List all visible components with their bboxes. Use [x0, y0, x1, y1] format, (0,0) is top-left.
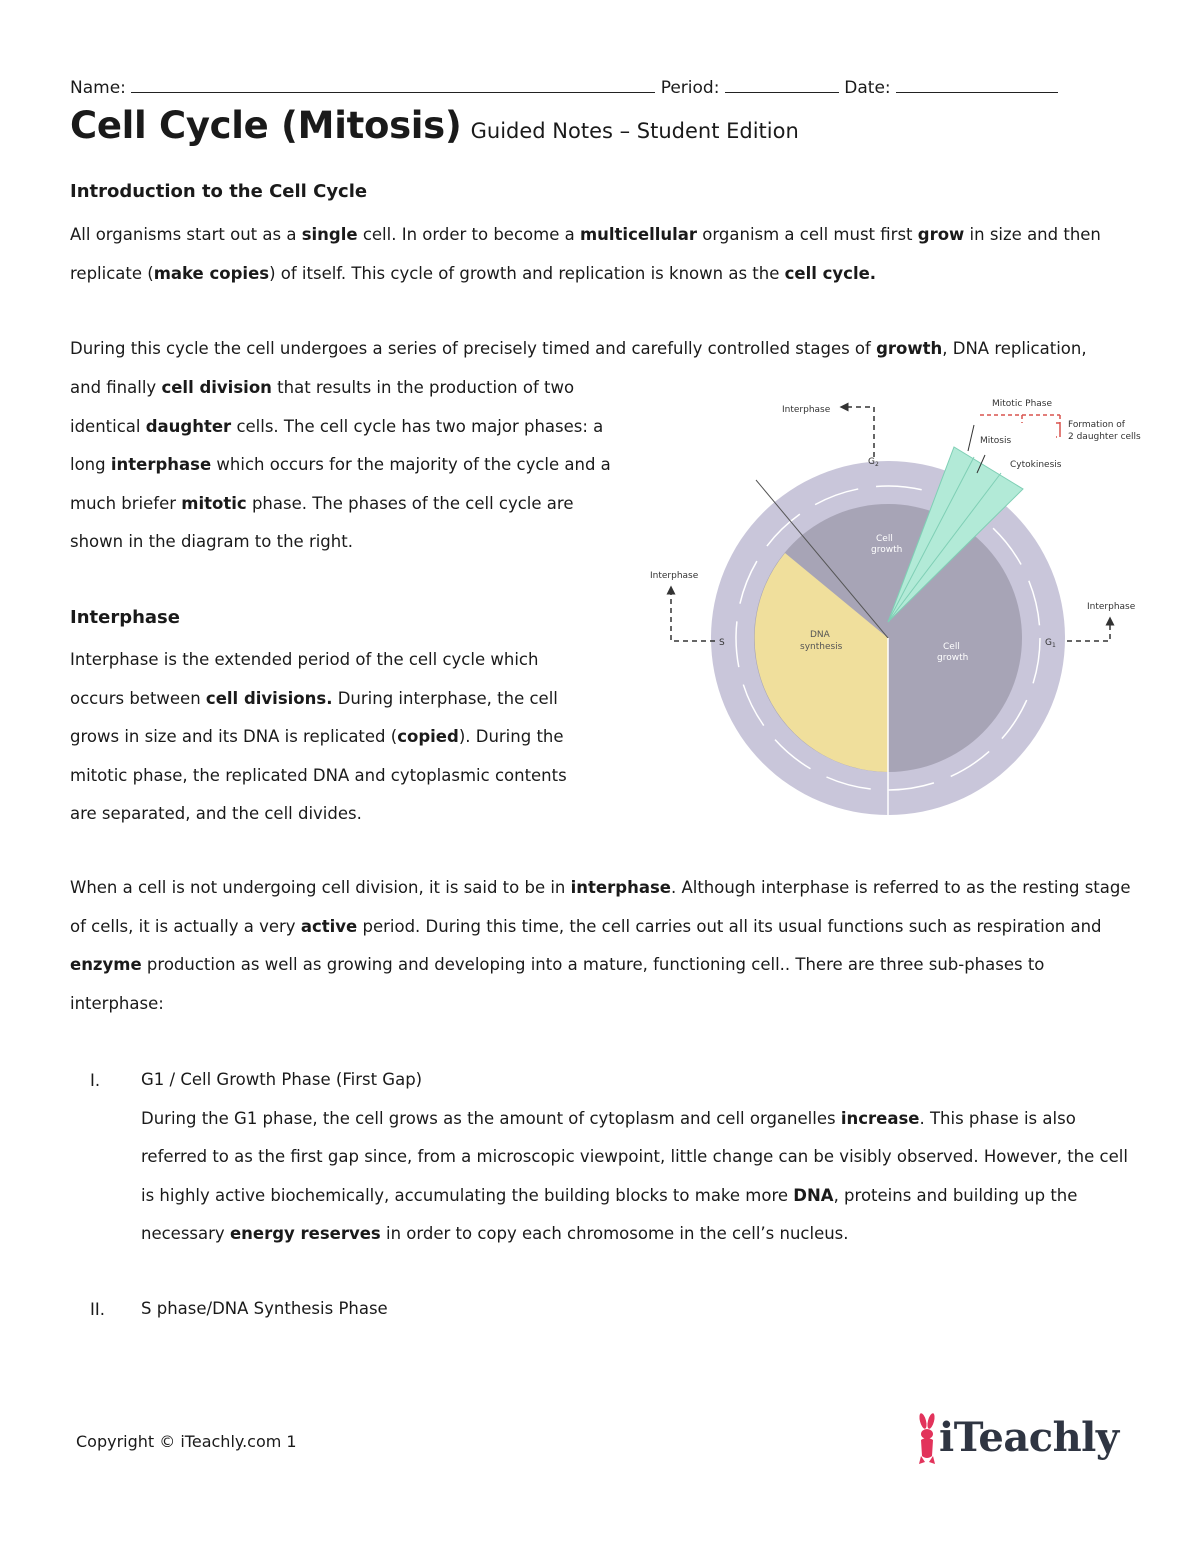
label-cell-growth-right-2: growth: [937, 653, 969, 663]
text-run: During this cycle the cell undergoes a series of precisely timed and carefully controlled stages of: [70, 339, 877, 358]
bold-term: daughter: [145, 416, 232, 436]
bold-term: make copies: [153, 263, 270, 283]
text-run: which occurs for the majority of the cycle and a much briefer: [70, 455, 611, 513]
bold-term: enzyme: [70, 955, 142, 974]
text-run: phase. The phases of the cell cycle are shown in the diagram to the right.: [70, 493, 574, 551]
text-run: Interphase is the extended period of the cell cycle which occurs between: [70, 650, 539, 708]
text-run: . Although interphase is referred to as the resting stage of cells, it is actually a very: [70, 878, 1131, 936]
text-run: production as well as growing and developing into a mature, functioning cell.. There are three sub-phases to interphase:: [70, 955, 1045, 1013]
bold-term: multicellular: [579, 225, 698, 244]
text-run: cells. The cell cycle has two major phases: a long: [70, 416, 604, 474]
title-main: Cell Cycle (Mitosis): [70, 104, 462, 147]
bold-term: energy reserves: [229, 1224, 381, 1243]
period-label: Period:: [660, 78, 720, 98]
footer-copyright: Copyright © iTeachly.com 1: [76, 1432, 297, 1451]
text-run: ) of itself. This cycle of growth and replication is known as the: [269, 263, 785, 283]
list-number-1: I.: [90, 1071, 101, 1090]
list-number-2: II.: [90, 1300, 105, 1319]
bold-term: interphase: [570, 878, 671, 897]
label-g1: $G_1$: [1045, 638, 1056, 649]
name-blank[interactable]: [131, 74, 655, 93]
text-run: All organisms start out as a: [70, 225, 302, 244]
bold-term: cell divisions.: [205, 688, 333, 708]
list-item-1-body: [141, 1109, 1128, 1244]
intro-heading: Introduction to the Cell Cycle: [70, 181, 368, 202]
intro-paragraph-2-line-1: [70, 330, 1140, 369]
interphase-paragraph-2: [70, 869, 1140, 1023]
connector-right: [1067, 621, 1110, 641]
pointer-mitosis: [968, 425, 974, 451]
bunny-icon: [915, 1412, 941, 1468]
intro-paragraph-2-rest: [70, 369, 625, 562]
period-blank[interactable]: [725, 74, 839, 93]
name-label: Name:: [70, 78, 126, 98]
list-item-1: [141, 1061, 1141, 1254]
label-mitosis: Mitosis: [980, 436, 1012, 446]
cell-cycle-diagram: [630, 385, 1160, 825]
text-run: During the G1 phase, the cell grows as the amount of cytoplasm and cell organelles: [141, 1108, 841, 1128]
label-interphase-left: Interphase: [650, 571, 699, 581]
list-item-2: [141, 1290, 1141, 1329]
label-interphase-top: Interphase: [782, 405, 831, 415]
label-dna-1: DNA: [810, 630, 830, 640]
text-run: that results in the production of two identical: [70, 378, 575, 436]
text-run: and finally: [70, 378, 162, 397]
bold-term: interphase: [110, 455, 212, 474]
bold-term: grow: [917, 225, 965, 244]
list-item-1-title: G1 / Cell Growth Phase (First Gap): [141, 1070, 423, 1089]
page-title: [70, 104, 799, 147]
bold-term: cell cycle.: [784, 263, 877, 283]
text-run: ). During the mitotic phase, the replicated DNA and cytoplasmic contents are separated, and the cell divides.: [70, 727, 567, 823]
text-run: organism a cell must first: [697, 225, 918, 244]
title-sub: Guided Notes – Student Edition: [470, 119, 799, 143]
bold-term: cell division: [161, 378, 272, 397]
date-blank[interactable]: [896, 74, 1058, 93]
iteachly-logo: [915, 1412, 1130, 1472]
bold-term: copied: [397, 727, 459, 746]
text-run: During interphase, the cell grows in size and its DNA is replicated (: [70, 688, 558, 746]
text-run: . This phase is also referred to as the first gap since, from a microscopic viewpoint, little change can be visibly observed. However, the cell is highly active biochemically, accumulating the building blocks to make more: [141, 1108, 1128, 1205]
intro-paragraph-1: [70, 216, 1140, 293]
text-run: cell. In order to become a: [357, 225, 580, 244]
connector-top: [844, 407, 874, 457]
text-run: , DNA replication,: [942, 339, 1087, 358]
connector-left: [671, 590, 715, 641]
label-cell-growth-top-2: growth: [871, 545, 903, 555]
text-run: in size and then replicate (: [70, 225, 1101, 283]
label-formation-line-1: Formation of: [1068, 420, 1125, 430]
label-interphase-right: Interphase: [1087, 602, 1136, 612]
label-dna-2: synthesis: [800, 642, 843, 652]
label-cytokinesis: Cytokinesis: [1010, 460, 1062, 470]
label-cell-growth-right-1: Cell: [943, 642, 960, 652]
interphase-paragraph-1: [70, 641, 595, 834]
text-run: , proteins and building up the necessary: [141, 1185, 1078, 1243]
logo-text: iTeachly: [939, 1414, 1119, 1461]
mitotic-phase-bracket: [980, 415, 1060, 437]
bold-term: growth: [876, 339, 943, 358]
label-formation-line-2: 2 daughter cells: [1068, 432, 1141, 442]
label-s: S: [719, 638, 725, 648]
date-label: Date:: [844, 78, 891, 98]
text-run: in order to copy each chromosome in the cell’s nucleus.: [380, 1224, 849, 1243]
bold-term: active: [300, 916, 358, 936]
label-cell-growth-top-1: Cell: [876, 534, 893, 544]
bold-term: DNA: [793, 1185, 834, 1205]
bold-term: mitotic: [181, 493, 247, 513]
bold-term: single: [301, 225, 358, 244]
text-run: When a cell is not undergoing cell division, it is said to be in: [70, 878, 571, 897]
text-run: period. During this time, the cell carries out all its usual functions such as respiration and: [357, 916, 1102, 936]
form-header: [70, 74, 1090, 100]
list-item-2-title: S phase/DNA Synthesis Phase: [141, 1299, 388, 1318]
bold-term: increase: [840, 1108, 920, 1128]
label-g2: $G_2$: [868, 457, 879, 468]
label-mitotic-phase: Mitotic Phase: [992, 399, 1053, 409]
interphase-heading: Interphase: [70, 607, 180, 628]
